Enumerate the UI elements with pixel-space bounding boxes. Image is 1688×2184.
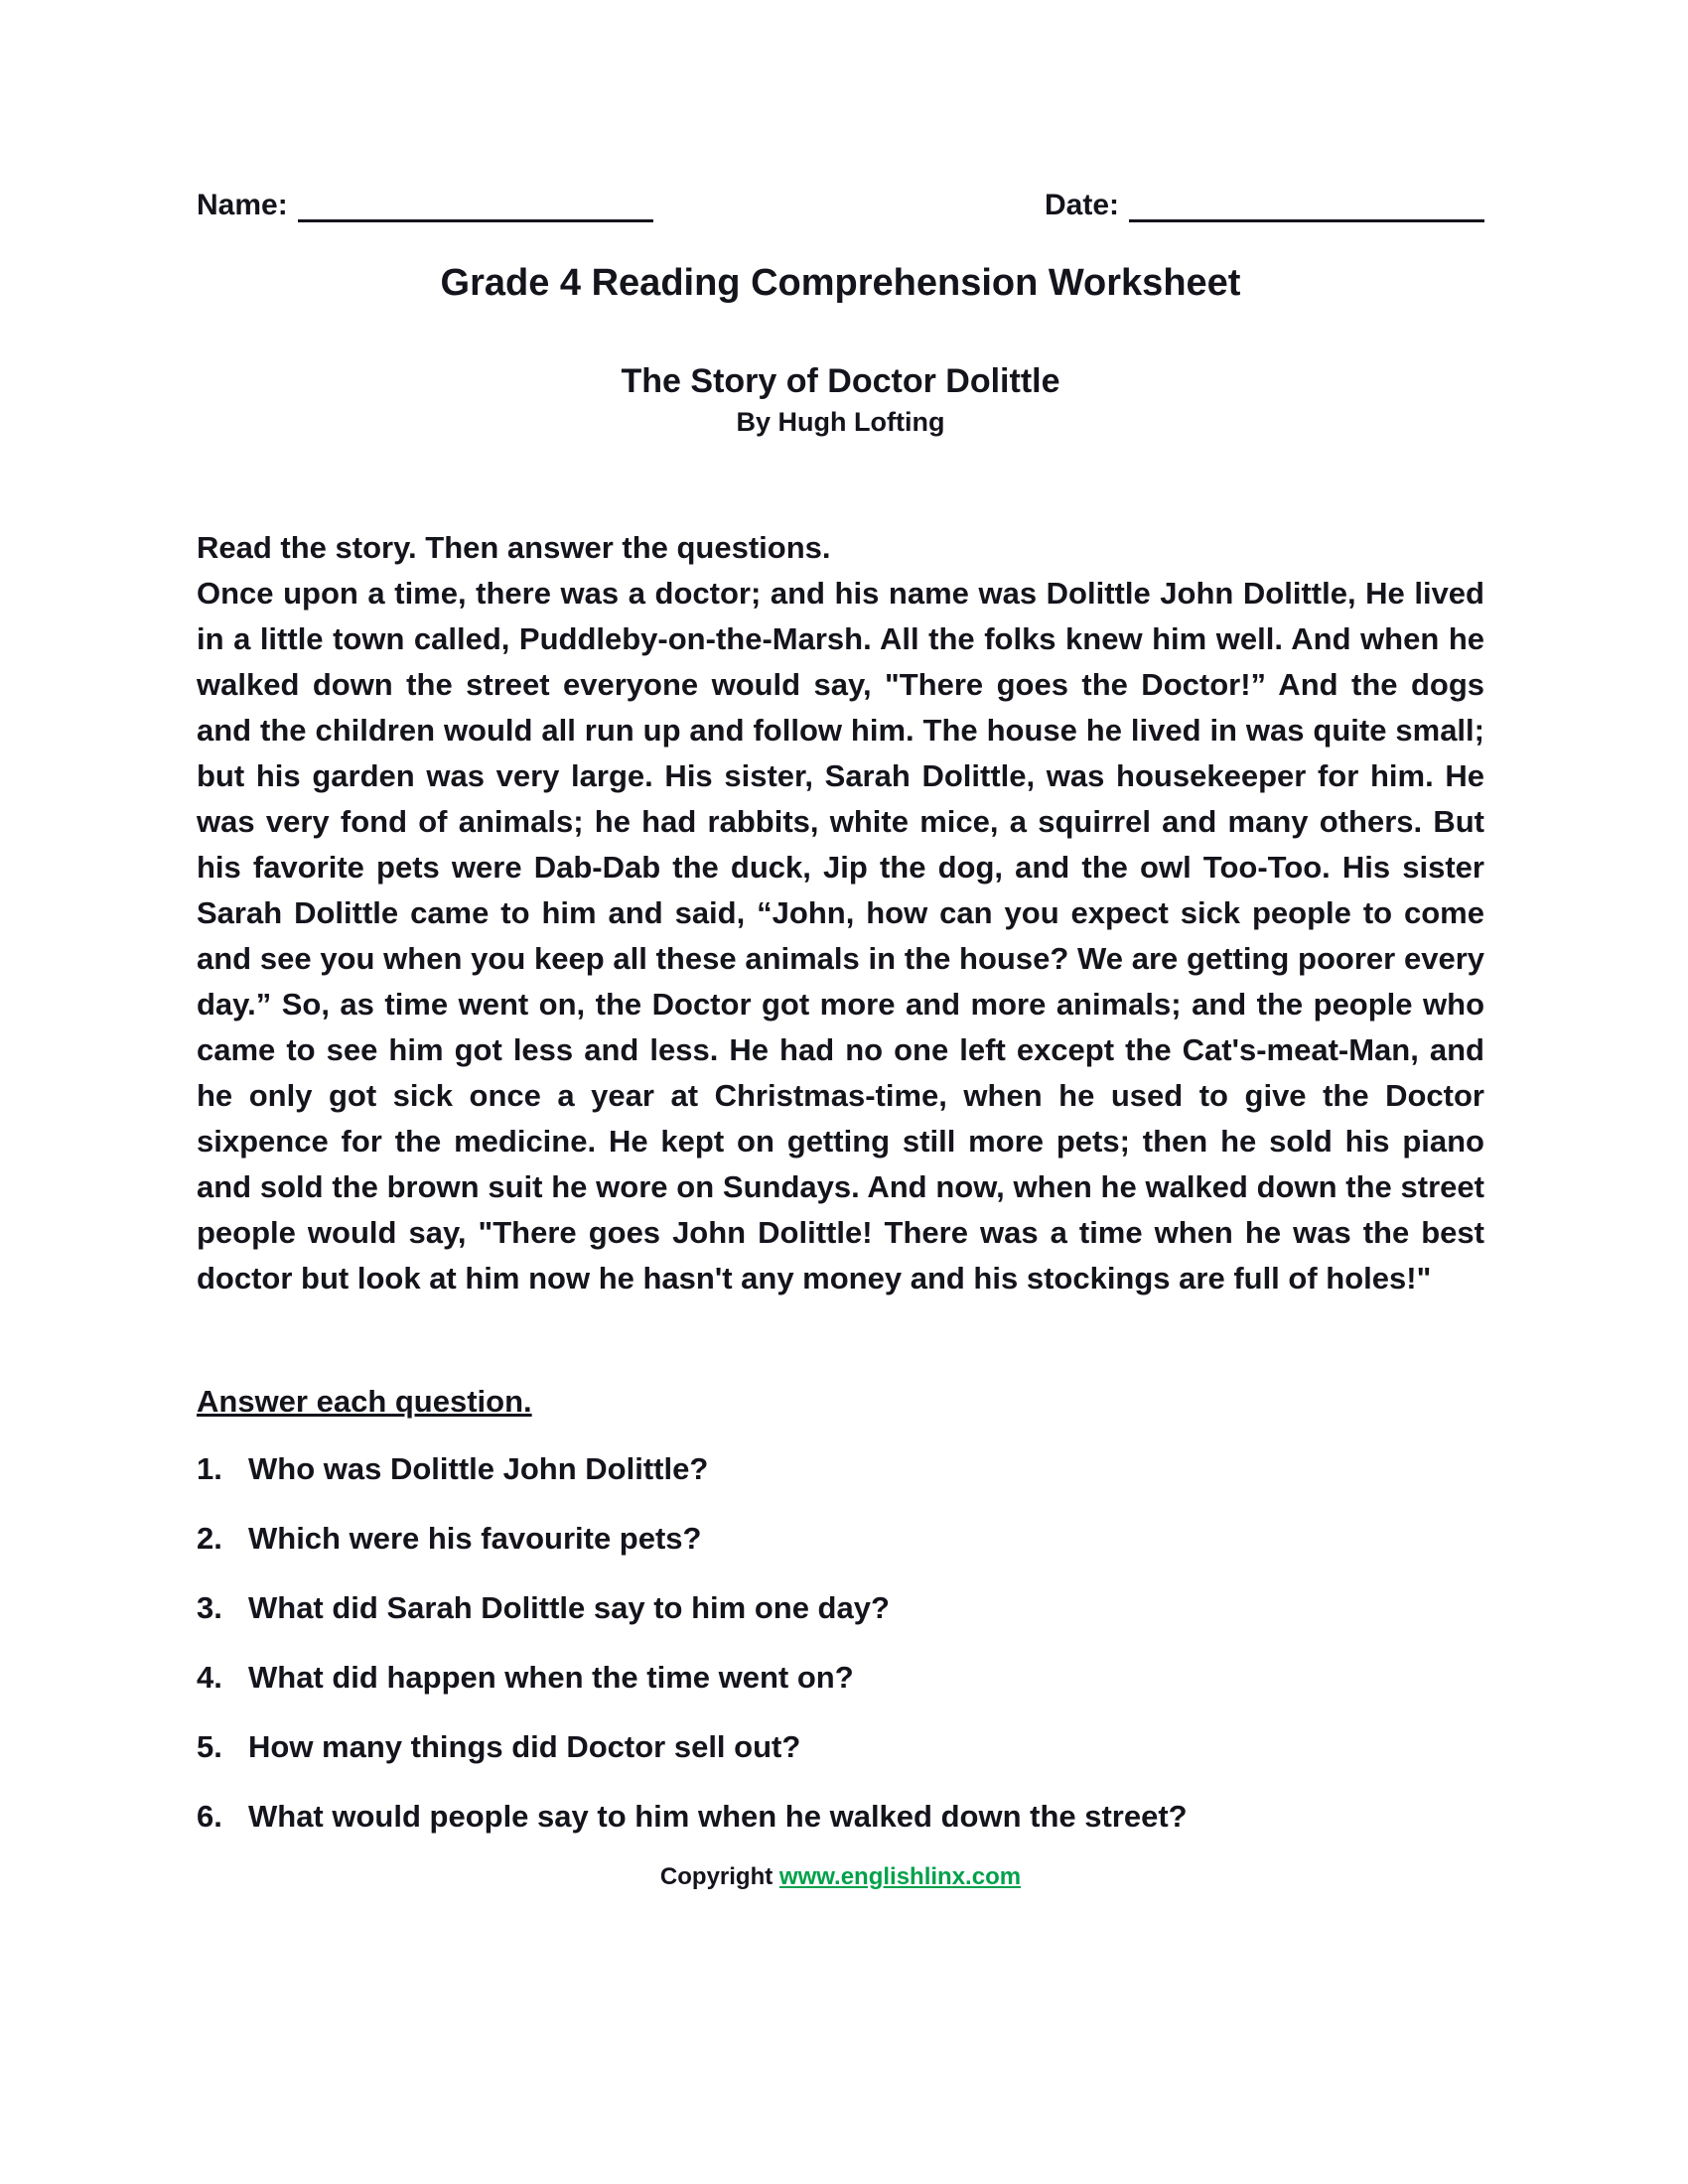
question-number: 5. (197, 1729, 222, 1764)
name-blank-line (298, 190, 653, 222)
worksheet-title: Grade 4 Reading Comprehension Worksheet (440, 262, 1241, 304)
question-text: What would people say to him when he walked down the street? (248, 1799, 1188, 1834)
question-number: 4. (197, 1660, 222, 1695)
question-number: 2. (197, 1521, 222, 1556)
copyright-footer (197, 1863, 1484, 1891)
question-item-6 (197, 1794, 1484, 1840)
name-date-row (197, 189, 1484, 222)
name-field-group (197, 189, 653, 222)
question-number: 3. (197, 1590, 222, 1625)
name-label: Name: (197, 189, 288, 221)
question-text: How many things did Doctor sell out? (248, 1729, 801, 1764)
question-item-2 (197, 1516, 1484, 1562)
story-paragraph: Once upon a time, there was a doctor; and his name was Dolittle John Dolittle, He lived in a little town called, Puddleby-on-the-Marsh. All the folks knew him well. And when he walked down the street everyone would say, "There goes the Doctor!” And the dogs and the children would all run up and follow him. The house he lived in was quite small; but his garden was very large. His sister, Sarah Dolittle, was housekeeper for him. He was very fond of animals; he had rabbits, white mice, a squirrel and many others. But his favorite pets were Dab-Dab the duck, Jip the dog, and the owl Too-Too. His sister Sarah Dolittle came to him and said, “John, how can you expect sick people to come and see you when you keep all these animals in the house? We are getting poorer every day.” So, as time went on, the Doctor got more and more animals; and the people who came to see him got less and less. He had no one left except the Cat's-meat-Man, and he only got sick once a year at Christmas-time, when he used to give the Doctor sixpence for the medicine. He kept on getting still more pets; then he sold his piano and sold the brown suit he wore on Sundays. And now, when he walked down the street people would say, "There goes John Dolittle! There was a time when he was the best doctor but look at him now he hasn't any money and his stockings are full of holes!" (197, 576, 1484, 1296)
instructions-text: Read the story. Then answer the questions. (197, 530, 831, 565)
question-number: 1. (197, 1451, 222, 1486)
story-title: The Story of Doctor Dolittle (621, 362, 1060, 400)
question-item-4 (197, 1655, 1484, 1701)
question-item-1 (197, 1446, 1484, 1492)
question-text: What did happen when the time went on? (248, 1660, 854, 1695)
copyright-label: Copyright (659, 1863, 774, 1890)
question-text: Which were his favourite pets? (248, 1521, 702, 1556)
question-item-3 (197, 1585, 1484, 1631)
story-byline: By Hugh Lofting (736, 407, 945, 437)
question-text: What did Sarah Dolittle say to him one day? (248, 1590, 890, 1625)
englishlinx-link[interactable]: www.englishlinx.com (778, 1863, 1022, 1890)
date-label: Date: (1044, 189, 1119, 221)
date-blank-line (1129, 190, 1484, 222)
question-list (197, 1446, 1484, 1840)
question-number: 6. (197, 1799, 222, 1834)
answer-section-heading: Answer each question. (197, 1384, 532, 1419)
question-item-5 (197, 1724, 1484, 1770)
date-field-group (1045, 189, 1484, 222)
worksheet-content (197, 189, 1484, 1891)
question-text: Who was Dolittle John Dolittle? (248, 1451, 709, 1486)
